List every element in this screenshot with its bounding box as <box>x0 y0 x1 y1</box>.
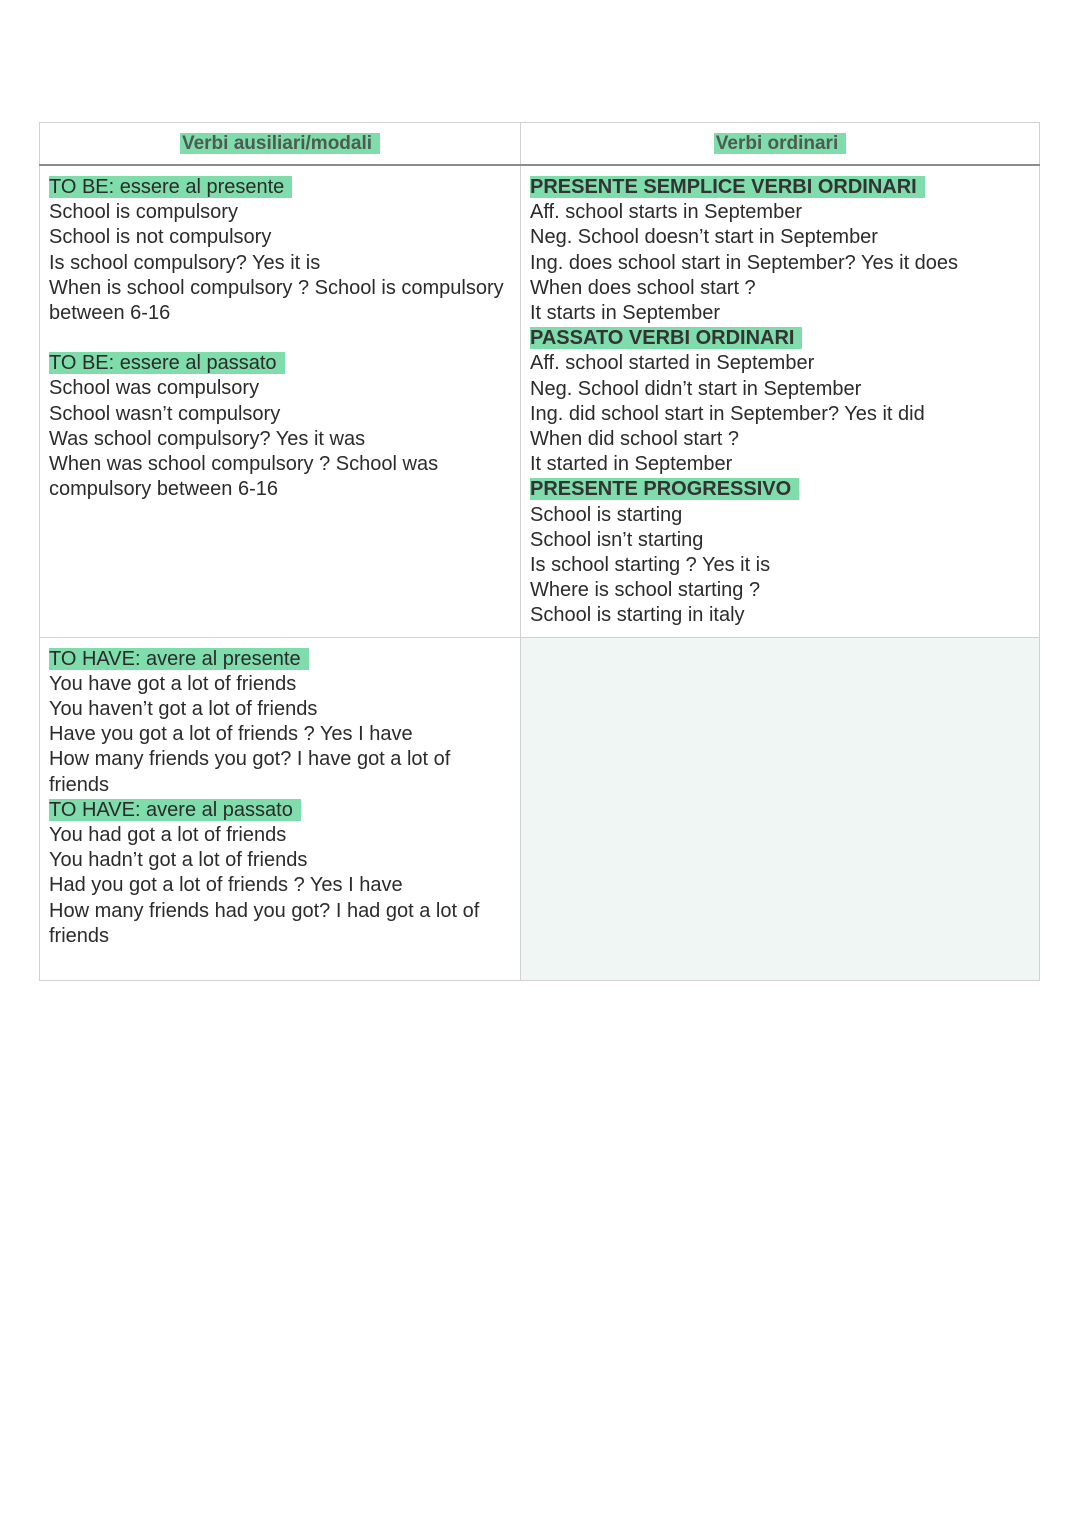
text-line: Had you got a lot of friends ? Yes I have <box>49 874 403 897</box>
header-ordinary: Verbi ordinari <box>714 133 846 154</box>
text-line: When did school start ? <box>530 428 739 451</box>
text-line: You haven’t got a lot of friends <box>49 698 318 721</box>
text-line: Have you got a lot of friends ? Yes I have <box>49 723 413 746</box>
text-line: How many friends you got? I have got a lot of friends <box>49 748 451 796</box>
table-row <box>40 637 1040 980</box>
section-title-to-have-past: TO HAVE: avere al passato <box>49 799 301 821</box>
header-cell-auxiliary <box>40 123 521 166</box>
verbs-table <box>39 122 1040 981</box>
text-line: You had got a lot of friends <box>49 824 287 847</box>
section-title-past: PASSATO VERBI ORDINARI <box>530 327 802 349</box>
table-row <box>40 165 1040 637</box>
section-title-to-have-present: TO HAVE: avere al presente <box>49 648 309 670</box>
text-line: Ing. did school start in September? Yes it did <box>530 402 925 425</box>
text-line: School was compulsory <box>49 377 260 400</box>
section-title-to-be-present: TO BE: essere al presente <box>49 176 292 198</box>
text-line: It starts in September <box>530 302 721 325</box>
text-line: Is school starting ? Yes it is <box>530 554 771 577</box>
text-line: When is school compulsory ? School is compulsory between 6-16 <box>49 276 504 325</box>
text-line: When was school compulsory ? School was compulsory between 6-16 <box>49 453 439 501</box>
text-line: School wasn’t compulsory <box>49 402 281 425</box>
text-line: You have got a lot of friends <box>49 672 297 695</box>
text-line: Was school compulsory? Yes it was <box>49 427 366 450</box>
text-line: You hadn’t got a lot of friends <box>49 849 308 872</box>
text-line: Neg. School doesn’t start in September <box>530 226 878 249</box>
text-line: How many friends had you got? I had got a lot of friends <box>49 899 480 947</box>
text-line: Is school compulsory? Yes it is <box>49 251 321 274</box>
text-line: School is not compulsory <box>49 226 272 249</box>
text-line: It started in September <box>530 453 733 476</box>
cell-to-have <box>40 637 521 980</box>
header-cell-ordinary <box>521 123 1040 166</box>
cell-ordinary-verbs <box>521 165 1040 637</box>
text-line: School is starting <box>530 503 683 526</box>
section-title-to-be-past: TO BE: essere al passato <box>49 352 285 374</box>
text-line: Where is school starting ? <box>530 579 761 602</box>
text-line: Ing. does school start in September? Yes it does <box>530 251 959 274</box>
text-line: School is starting in italy <box>530 604 745 627</box>
cell-to-be <box>40 165 521 637</box>
header-auxiliary: Verbi ausiliari/modali <box>180 133 380 154</box>
text-line: School isn’t starting <box>530 528 704 551</box>
section-title-present-progressive: PRESENTE PROGRESSIVO <box>530 478 799 500</box>
text-line: School is compulsory <box>49 201 238 224</box>
text-line: Neg. School didn’t start in September <box>530 377 862 400</box>
text-line: Aff. school starts in September <box>530 201 802 224</box>
empty-cell <box>521 637 1040 980</box>
table-header-row <box>40 123 1040 166</box>
text-line: Aff. school started in September <box>530 352 815 375</box>
text-line: When does school start ? <box>530 276 756 299</box>
section-title-simple-present: PRESENTE SEMPLICE VERBI ORDINARI <box>530 176 925 198</box>
